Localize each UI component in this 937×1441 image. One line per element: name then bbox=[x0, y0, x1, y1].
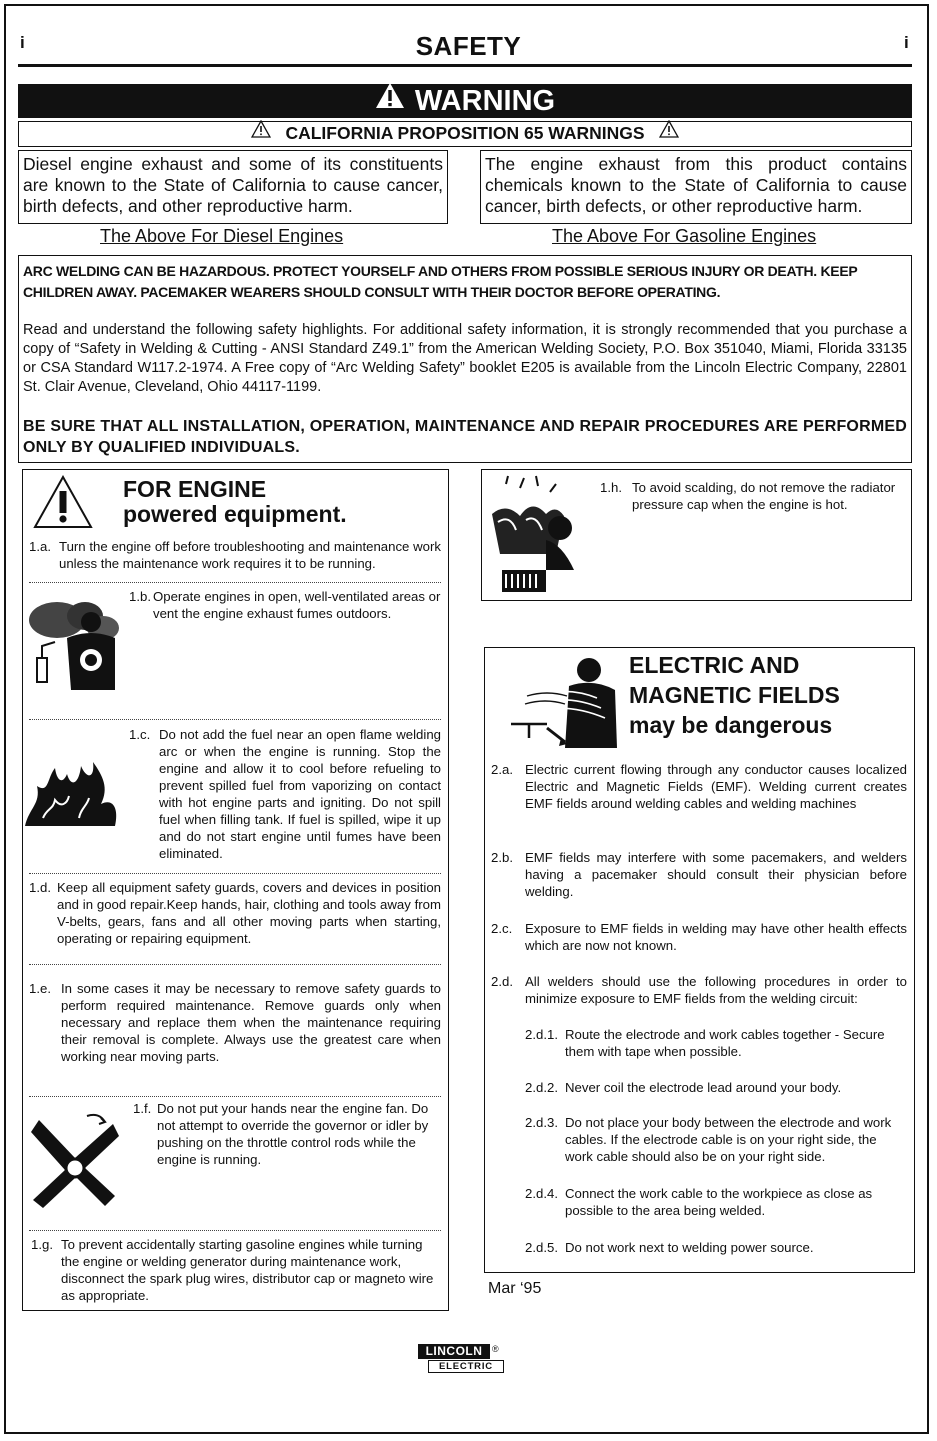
warning-triangle-icon bbox=[33, 475, 93, 534]
page-title: SAFETY bbox=[415, 31, 522, 61]
logo-top-text: LINCOLN bbox=[418, 1344, 490, 1359]
page-number-right: i bbox=[904, 33, 909, 52]
list-item: 1.a. Turn the engine off before troubleshooting and maintenance work unless the maintenance work requires it to be running. bbox=[29, 539, 441, 571]
emf-panel bbox=[484, 647, 915, 1273]
warning-triangle-icon bbox=[375, 82, 405, 117]
divider bbox=[29, 1230, 441, 1231]
divider bbox=[29, 964, 441, 965]
qualified-notice: BE SURE THAT ALL INSTALLATION, OPERATION, MAINTENANCE AND REPAIR PROCEDURES ARE PERFORMED ONLY BY QUALIFIED INDIVIDUALS. bbox=[23, 418, 907, 456]
divider bbox=[29, 582, 441, 583]
emf-heading-line2: MAGNETIC FIELDS bbox=[629, 682, 840, 708]
prop65-diesel-box bbox=[18, 150, 448, 224]
list-item: 2.c. Exposure to EMF fields in welding may have other health effects which are now not known. bbox=[491, 921, 907, 953]
diesel-caption: The Above For Diesel Engines bbox=[100, 226, 344, 246]
intro-box bbox=[18, 255, 912, 463]
warning-label: WARNING bbox=[414, 85, 556, 117]
emf-heading-line1: ELECTRIC AND bbox=[629, 652, 800, 678]
emf-heading-line3: may be dangerous bbox=[629, 712, 833, 738]
list-item: 2.d.5. Do not work next to welding power source. bbox=[525, 1240, 814, 1255]
prop65-gasoline-text: The engine exhaust from this product contains chemicals known to the State of California to cause cancer, birth defects, or other reproductive harm. bbox=[485, 154, 907, 216]
welder-emf-icon bbox=[507, 656, 619, 753]
list-item: 1.b. Operate engines in open, well-ventilated areas or vent the engine exhaust fumes outdoors. bbox=[129, 589, 441, 621]
prop65-title-bar bbox=[18, 121, 912, 147]
list-item: 2.d.4. Connect the work cable to the workpiece as close as possible to the area being welded. bbox=[525, 1186, 873, 1218]
caution-triangle-icon bbox=[659, 120, 679, 144]
caution-triangle-icon bbox=[251, 120, 271, 144]
fan-hand-icon bbox=[25, 1110, 121, 1215]
list-item: 2.d.2. Never coil the electrode lead around your body. bbox=[525, 1080, 842, 1095]
divider bbox=[29, 1096, 441, 1097]
exhaust-fumes-icon bbox=[27, 598, 123, 695]
page-number-left: i bbox=[20, 33, 25, 52]
read-safety-paragraph: Read and understand the following safety highlights. For additional safety information, it is strongly recommended that you purchase a copy of “Safety in Welding & Cutting - ANSI Standard Z49.1” from the American Welding Society, P.O. Box 351040, Miami, Florida 33135 or CSA Standard W117.2-1974. A Free copy of “Arc Welding Safety” booklet E205 is available from the Lincoln Electric Company, 22801 St. Clair Avenue, Cleveland, Ohio 44117-1199. bbox=[23, 322, 907, 395]
engine-heading-line2: powered equipment. bbox=[123, 501, 347, 527]
fire-flames-icon bbox=[23, 748, 123, 833]
radiator-panel bbox=[481, 469, 912, 601]
list-item: 2.d.1. Route the electrode and work cables together - Secure them with tape when possible. bbox=[525, 1027, 885, 1059]
warning-banner bbox=[18, 84, 912, 118]
hazard-notice: ARC WELDING CAN BE HAZARDOUS. PROTECT YOURSELF AND OTHERS FROM POSSIBLE SERIOUS INJURY OR DEATH. KEEP CHILDREN AWAY. PACEMAKER WEARERS SHOULD CONSULT WITH THEIR DOCTOR BEFORE OPERATING. bbox=[23, 263, 858, 300]
divider bbox=[29, 873, 441, 874]
logo-registered-mark: ® bbox=[492, 1344, 499, 1354]
revision-date: Mar ‘95 bbox=[488, 1280, 542, 1297]
radiator-steam-icon bbox=[486, 474, 576, 601]
engine-heading-line1: FOR ENGINE bbox=[123, 476, 267, 502]
list-item: 1.d. Keep all equipment safety guards, covers and devices in position and in good repair.Keep hands, hair, clothing and tools away from V-belts, gears, fans and all other moving parts when starting, operating or repairing equipment. bbox=[29, 880, 441, 946]
list-item: 1.h. To avoid scalding, do not remove the radiator pressure cap when the engine is hot. bbox=[600, 480, 896, 512]
list-item: 1.e. In some cases it may be necessary to remove safety guards to perform required maintenance. Remove guards only when necessary and replace them when the maintenance requiring their removal is complete. Always use the greatest care when working near moving parts. bbox=[29, 981, 441, 1064]
engine-panel bbox=[22, 469, 449, 1311]
title-rule bbox=[18, 64, 912, 67]
prop65-gasoline-box bbox=[480, 150, 912, 224]
gasoline-caption: The Above For Gasoline Engines bbox=[552, 226, 817, 246]
divider bbox=[29, 719, 441, 720]
list-item: 2.d. All welders should use the following procedures in order to minimize exposure to EMF fields from the welding circuit: bbox=[491, 974, 907, 1006]
list-item: 2.b. EMF fields may interfere with some pacemakers, and welders having a pacemaker should consult their physician before welding. bbox=[491, 850, 907, 899]
prop65-diesel-text: Diesel engine exhaust and some of its constituents are known to the State of California to cause cancer, birth defects, and other reproductive harm. bbox=[23, 154, 443, 216]
list-item: 2.a. Electric current flowing through any conductor causes localized Electric and Magnetic Fields (EMF). Welding current creates EMF fields around welding cables and welding machines bbox=[491, 762, 907, 811]
list-item: 1.f. Do not put your hands near the engine fan. Do not attempt to override the governor or idler by pushing on the throttle control rods while the engine is running. bbox=[133, 1101, 429, 1167]
list-item: 2.d.3. Do not place your body between the electrode and work cables. If the electrode cable is on your right side, the work cable should also be on your right side. bbox=[525, 1115, 892, 1164]
prop65-title: CALIFORNIA PROPOSITION 65 WARNINGS bbox=[285, 123, 645, 143]
lincoln-electric-logo bbox=[418, 1344, 504, 1376]
list-item: 1.g. To prevent accidentally starting gasoline engines while turning the engine or welding generator during maintenance work, disconnect the spark plug wires, distributor cap or magneto wire as appropriate. bbox=[31, 1237, 434, 1303]
logo-bottom-text: ELECTRIC bbox=[428, 1360, 504, 1373]
list-item: 1.c. Do not add the fuel near an open flame welding arc or when the engine is running. Stop the engine and allow it to cool before refueling to prevent spilled fuel from vaporizing on contact with hot engine parts and igniting. Do not spill fuel when filling tank. If fuel is spilled, wipe it up and do not start engine until fumes have been eliminated. bbox=[129, 727, 441, 861]
